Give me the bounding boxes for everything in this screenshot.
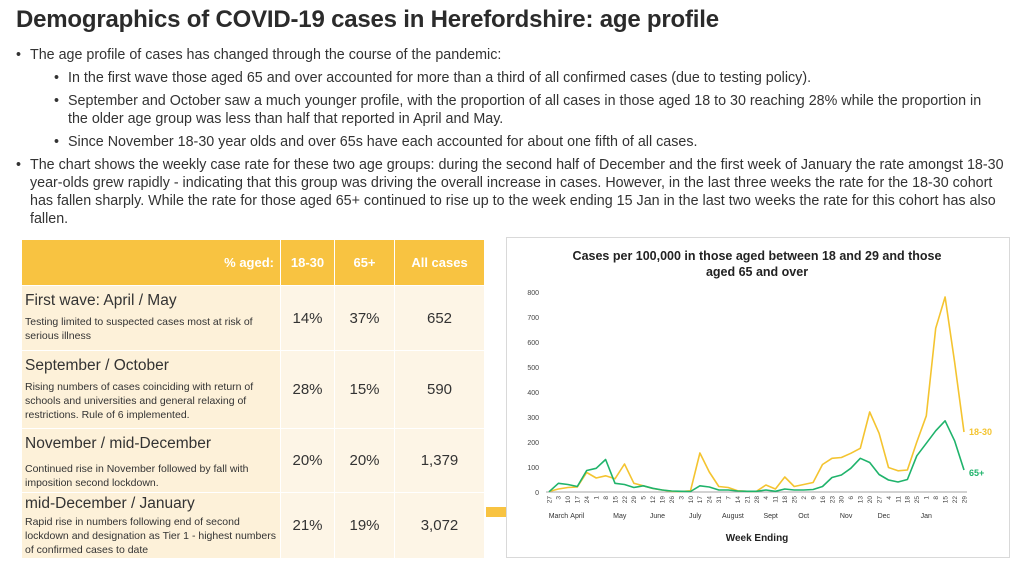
x-tick-label: 4	[763, 496, 771, 500]
month-label: July	[688, 513, 702, 520]
y-tick-label: 700	[527, 315, 539, 322]
x-tick-label: 10	[687, 496, 695, 504]
table-header-cell: All cases	[395, 240, 485, 285]
period-title: mid-December / January	[25, 495, 195, 512]
x-tick-label: 31	[716, 496, 724, 504]
month-label: May	[613, 513, 627, 520]
x-tick-label: 1	[923, 496, 931, 500]
month-label: Nov	[839, 513, 853, 520]
chart-plot	[507, 238, 1009, 557]
series-label: 18-30	[969, 427, 993, 437]
value-all-cases: 590	[395, 351, 485, 428]
x-tick-label: 28	[753, 496, 761, 504]
month-label: Sept	[763, 513, 778, 520]
y-tick-label: 0	[535, 490, 539, 497]
bullet-item: • In the first wave those aged 65 and over accounted for more than a third of all confirmed cases (due to testing policy).	[52, 69, 1004, 87]
decorative-connector	[486, 507, 506, 517]
period-cell	[22, 286, 281, 350]
x-tick-label: 20	[866, 496, 874, 504]
y-tick-label: 400	[527, 390, 539, 397]
y-tick-label: 100	[527, 465, 539, 472]
x-tick-label: 24	[706, 496, 714, 504]
case-rate-chart	[506, 237, 1010, 558]
y-tick-label: 200	[527, 440, 539, 447]
value-18-30: 20%	[281, 429, 335, 492]
x-tick-label: 9	[810, 496, 818, 500]
period-title: November / mid-December	[25, 435, 212, 452]
month-label: August	[722, 513, 744, 520]
table-header-cell: 18-30	[281, 240, 335, 285]
x-tick-label: 2	[800, 496, 808, 500]
x-tick-label: 8	[933, 496, 941, 500]
table-row	[22, 285, 485, 350]
x-tick-label: 8	[602, 496, 610, 500]
x-tick-label: 22	[621, 496, 629, 504]
x-tick-label: 11	[772, 496, 780, 503]
period-description: Rising numbers of cases coinciding with return of schools and universities and general relaxing of restrictions. Rule of 6 implemented.	[25, 381, 254, 421]
month-label: Jan	[920, 513, 932, 520]
period-title: September / October	[25, 357, 169, 374]
table-row	[22, 492, 485, 558]
value-65-plus: 19%	[335, 493, 395, 558]
x-tick-label: 16	[819, 496, 827, 504]
x-tick-label: 7	[725, 496, 733, 500]
x-tick-label: 25	[914, 496, 922, 504]
month-label: June	[649, 513, 666, 520]
x-tick-label: 14	[734, 496, 742, 504]
series-line-65+	[549, 421, 964, 492]
month-label: March	[548, 513, 569, 520]
x-axis-title: Week Ending	[725, 533, 789, 544]
value-65-plus: 15%	[335, 351, 395, 428]
value-65-plus: 37%	[335, 286, 395, 350]
series-line-18-30	[549, 297, 964, 492]
x-tick-label: 13	[857, 496, 865, 504]
x-tick-label: 3	[555, 496, 563, 500]
series-label: 65+	[969, 468, 985, 478]
x-tick-label: 5	[640, 496, 648, 500]
month-label: Dec	[877, 513, 891, 520]
x-tick-label: 27	[876, 496, 884, 504]
x-tick-label: 15	[612, 496, 620, 504]
x-tick-label: 15	[942, 496, 950, 504]
value-18-30: 28%	[281, 351, 335, 428]
table-header-cell: % aged:	[22, 240, 281, 285]
value-all-cases: 3,072	[395, 493, 485, 558]
table-header-cell: 65+	[335, 240, 395, 285]
x-tick-label: 3	[678, 496, 686, 500]
x-tick-label: 18	[782, 496, 790, 504]
x-tick-label: 1	[593, 496, 601, 500]
table-row	[22, 428, 485, 492]
x-tick-label: 19	[659, 496, 667, 504]
value-18-30: 21%	[281, 493, 335, 558]
x-tick-label: 17	[574, 496, 582, 504]
period-description: Testing limited to suspected cases most at risk of serious illness	[25, 316, 253, 342]
x-tick-label: 21	[744, 496, 752, 504]
period-description: Rapid rise in numbers following end of second lockdown and designation as Tier 1 - highest numbers of confirmed cases to date	[25, 516, 276, 556]
x-tick-label: 11	[895, 496, 903, 503]
month-label: Oct	[798, 513, 810, 520]
x-tick-label: 26	[668, 496, 676, 504]
x-tick-label: 6	[848, 496, 856, 500]
bullet-item: • September and October saw a much younger profile, with the proportion of all cases in those aged 18 to 30 reaching 28% while the proportion in the older age group was less than half that reported in April and May.	[52, 92, 1004, 128]
x-tick-label: 25	[791, 496, 799, 504]
x-tick-label: 4	[885, 496, 893, 500]
period-description: Continued rise in November followed by fall with imposition second lockdown.	[25, 463, 249, 489]
x-tick-label: 29	[961, 496, 969, 504]
value-65-plus: 20%	[335, 429, 395, 492]
chart-title-line: Cases per 100,000 in those aged between 18 and 29 and those	[572, 249, 942, 263]
y-tick-label: 300	[527, 415, 539, 422]
bullet-item: • Since November 18-30 year olds and over 65s have each accounted for about one fifth of all cases.	[52, 133, 1004, 151]
period-cell	[22, 429, 281, 492]
period-title: First wave: April / May	[25, 292, 177, 309]
x-tick-label: 10	[565, 496, 573, 504]
period-cell	[22, 493, 281, 558]
page-title: Demographics of COVID-19 cases in Herefordshire: age profile	[16, 6, 719, 33]
bullet-item: • The age profile of cases has changed through the course of the pandemic:	[14, 46, 1004, 64]
value-18-30: 14%	[281, 286, 335, 350]
x-tick-label: 18	[904, 496, 912, 504]
value-all-cases: 652	[395, 286, 485, 350]
x-tick-label: 24	[584, 496, 592, 504]
x-tick-label: 29	[631, 496, 639, 504]
table-header-row	[22, 240, 485, 285]
y-tick-label: 500	[527, 365, 539, 372]
x-tick-label: 23	[829, 496, 837, 504]
y-tick-label: 600	[527, 340, 539, 347]
value-all-cases: 1,379	[395, 429, 485, 492]
x-tick-label: 22	[951, 496, 959, 504]
table-row	[22, 350, 485, 428]
period-cell	[22, 351, 281, 428]
age-profile-table	[22, 240, 485, 558]
month-label: April	[570, 513, 585, 520]
y-tick-label: 800	[527, 290, 539, 297]
x-tick-label: 30	[838, 496, 846, 504]
chart-title-line: aged 65 and over	[705, 265, 809, 279]
x-tick-label: 12	[650, 496, 658, 504]
x-tick-label: 27	[546, 496, 554, 504]
bullet-list	[14, 46, 1004, 233]
x-tick-label: 17	[697, 496, 705, 504]
bullet-item: • The chart shows the weekly case rate for these two age groups: during the second half of December and the first week of January the rate amongst 18-30 year-olds grew rapidly - indicating that this group was driving the overall increase in cases. However, in the last three weeks the rate for the 18-30 cohort has fallen sharply. While the rate for those aged 65+ continued to rise up to the week ending 15 Jan in the last two weeks the rate for this cohort has also fallen.	[14, 156, 1004, 228]
